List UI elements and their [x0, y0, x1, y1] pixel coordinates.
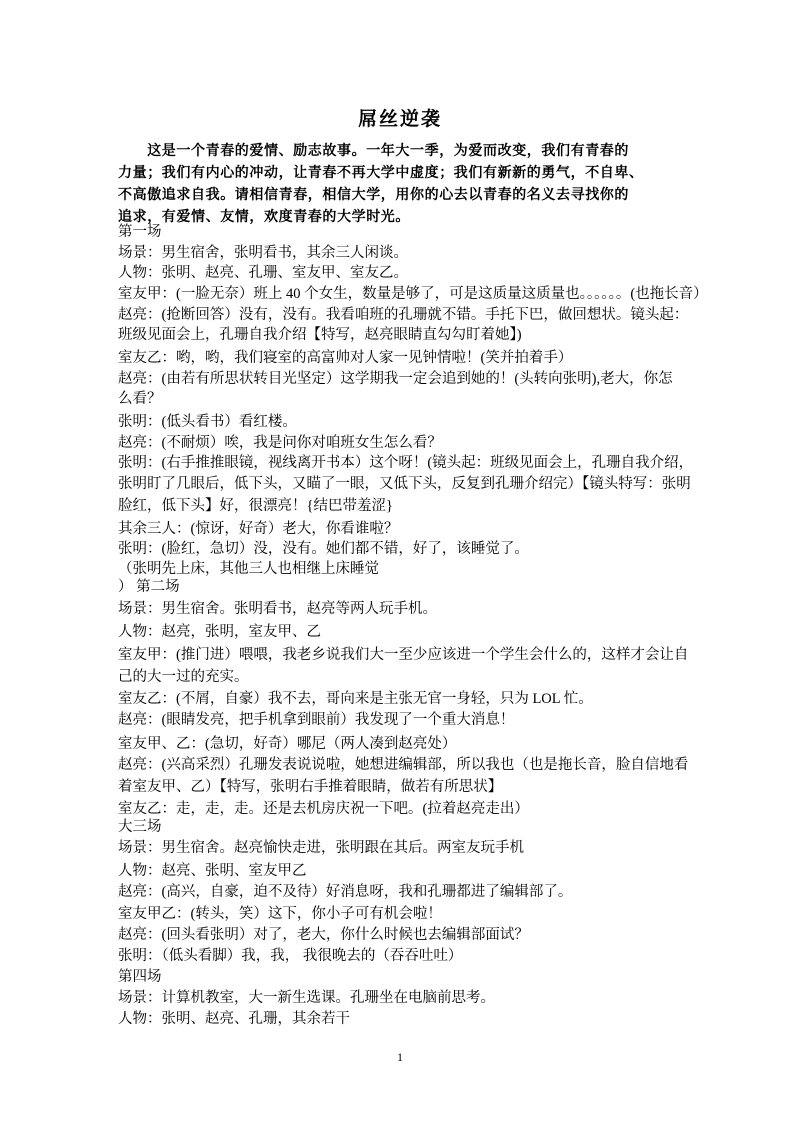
document-title: 屌丝逆袭	[357, 109, 442, 130]
script-line: 人物：张明、赵亮、孔珊，其余若干	[118, 1011, 350, 1027]
script-line: 赵亮：(不耐烦）唉，我是问你对咱班女生怎么看？	[118, 435, 442, 451]
script-line: 室友甲乙：(转头，笑）这下，你小子可有机会啦！	[118, 906, 442, 922]
script-line: 赵亮：(眼睛发亮，把手机拿到眼前）我发现了一个重大消息！	[118, 712, 515, 728]
script-line: 人物：张明、赵亮、孔珊、室友甲、室友乙。	[118, 265, 408, 281]
script-line: 场景：男生宿舍，张明看书，其余三人闲谈。	[118, 245, 408, 261]
script-line: 室友甲：(一脸无奈）班上 40 个女生，数量是够了，可是这质量这质量也。。。。。。(也拖长音）	[118, 286, 708, 302]
script-line: 张明：(低头看书）看红楼。	[118, 414, 297, 430]
intro-line: 这是一个青春的爱情、励志故事。一年大一季，为爱而改变，我们有青春的	[118, 144, 629, 159]
script-line: 班级见面会上，孔珊自我介绍【特写，赵亮眼睛直勾勾盯着她】)	[118, 327, 522, 343]
script-line: 人物：赵亮、张明、室友甲乙	[118, 863, 307, 879]
script-line: 人物：赵亮，张明，室友甲、乙	[118, 624, 321, 640]
script-line: 第四场	[118, 969, 162, 985]
script-line: 己的大一过的充实。	[118, 669, 249, 685]
script-line: 室友乙：哟，哟，我们寝室的高富帅对人家一见钟情啦！(笑并拍着手）	[118, 350, 573, 366]
script-line: ） 第二场	[118, 579, 180, 595]
script-line: 赵亮：(抢断回答）没有，没有。我看咱班的孔珊就不错。手托下巴，做回想状。镜头起：	[118, 307, 689, 323]
script-line: （张明先上床，其他三人也相继上床睡觉	[118, 561, 379, 577]
script-line: 赵亮：(由若有所思状转目光坚定）这学期我一定会追到她的！(头转向张明),老大，你怎	[118, 371, 673, 387]
script-line: 么看？	[118, 391, 162, 407]
script-line: 第一场	[118, 224, 162, 240]
script-line: 场景：计算机教室，大一新生选课。孔珊坐在电脑前思考。	[118, 990, 495, 1006]
script-line: 张明：(脸红，急切）没，没有。她们都不错，好了，该睡觉了。	[118, 541, 529, 557]
script-line: 室友甲：(推门进）喂喂，我老乡说我们大一至少应该进一个学生会什么的，这样才会让自	[118, 647, 689, 663]
script-line: 室友甲、乙：(急切，好奇）哪尼（两人凑到赵亮处）	[118, 736, 457, 752]
script-line: 室友乙：(不屑，自豪）我不去，哥向来是主张无官一身轻，只为 LOL 忙。	[118, 691, 593, 707]
script-line: 其余三人：(惊讶，好奇）老大，你看谁啦？	[118, 521, 399, 537]
script-line: 张明盯了几眼后，低下头，又瞄了一眼，又低下头，反复到孔珊介绍完）【镜头特写：张明	[118, 476, 691, 492]
script-line: 赵亮：(兴高采烈）孔珊发表说说啦，她想进编辑部，所以我也（也是拖长音，脸自信地看	[118, 757, 689, 773]
script-line: 场景：男生宿舍。张明看书，赵亮等两人玩手机。	[118, 601, 437, 617]
script-line: 赵亮：(回头看张明）对了，老大，你什么时候也去编辑部面试？	[118, 927, 529, 943]
script-line: 着室友甲、乙）【特写，张明右手推着眼睛，做若有所思状】	[118, 779, 503, 795]
intro-line: 追求，有爱情、友情，欢度青春的大学时光。	[118, 210, 410, 225]
script-line: 场景：男生宿舍。赵亮愉快走进，张明跟在其后。两室友玩手机	[118, 840, 524, 856]
script-line: 赵亮：(高兴，自豪，迫不及待）好消息呀，我和孔珊都进了编辑部了。	[118, 884, 573, 900]
script-line: 张明：（低头看脚）我，我， 我很晚去的（吞吞吐吐）	[118, 948, 463, 964]
script-line: 脸红，低下头】好，很漂亮！{结巴带羞涩}	[118, 498, 393, 514]
page-number: 1	[397, 1050, 403, 1064]
intro-line: 力量；我们有内心的冲动，让青春不再大学中虚度；我们有新新的勇气，不自卑、	[118, 166, 644, 181]
script-line: 大三场	[118, 819, 162, 835]
intro-line: 不高傲追求自我。请相信青春，相信大学，用你的心去以青春的名义去寻找你的	[118, 188, 629, 203]
script-line: 室友乙：走，走，走。还是去机房庆祝一下吧。(拉着赵亮走出）	[118, 801, 529, 817]
script-line: 张明：(右手推推眼镜，视线离开书本）这个呀！(镜头起：班级见面会上，孔珊自我介绍，	[118, 455, 694, 471]
